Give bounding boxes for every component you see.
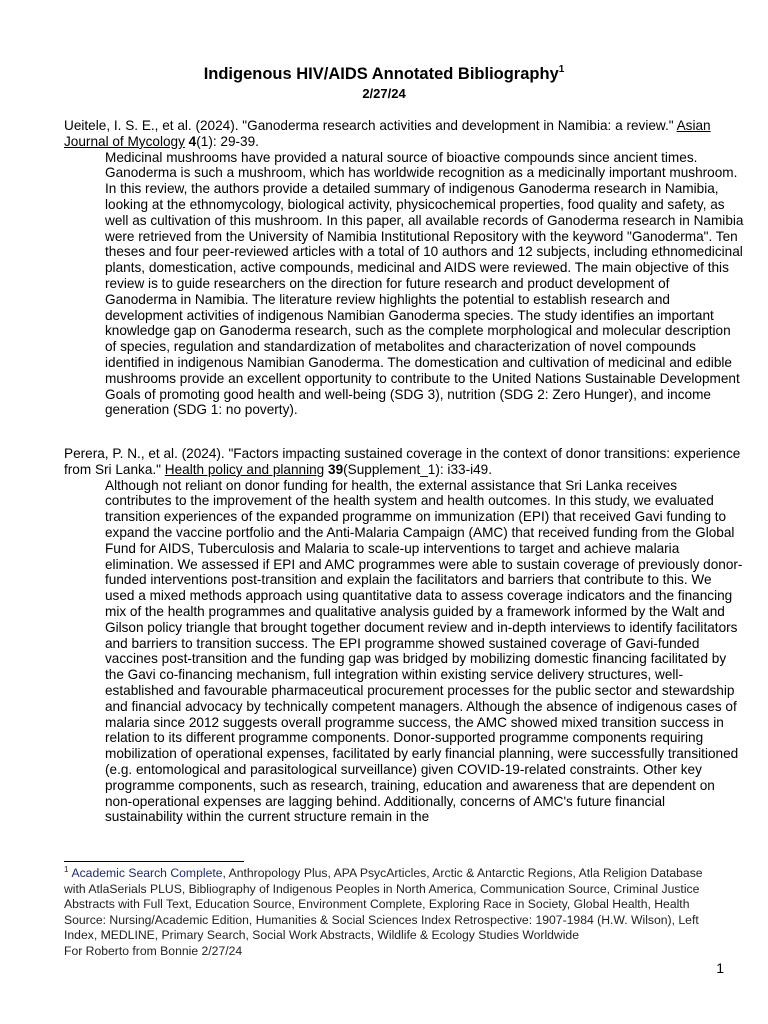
journal-issue-pages: (1): 29-39.	[196, 133, 259, 149]
citation-authors-title: Perera, P. N., et al. (2024). "Factors impacting sustained coverage in the context of donor transitions: experience from Sri Lanka."	[64, 446, 741, 477]
footnote-divider	[64, 861, 244, 862]
entry-abstract: Medicinal mushrooms have provided a natural source of bioactive compounds since ancient times. Ganoderma is such a mushroom, which has worldwide recognition as a medicinally important mushroom. In this review, the authors provide a detailed summary of indigenous Ganoderma research in Namibia, looking at the ethnomycology, biological activity, physicochemical properties, food quality and safety, as well as cultivation of this mushroom. In this paper, all available records of Ganoderma research in Namibia were retrieved from the University of Namibia Institutional Repository with the keyword "Ganoderma". Ten theses and four peer-reviewed articles with a total of 10 authors and 12 subjects, including ethnomedicinal plants, domestication, active compounds, medicinal and AIDS were reviewed. The main objective of this review is to guide researchers on the direction for future research and product development of Ganoderma in Namibia. The literature review highlights the potential to establish research and development activities of indigenous Namibian Ganoderma species. The study identifies an important knowledge gap on Ganoderma research, such as the complete morphological and molecular description of species, regulation and standardization of metabolites and characterization of novel compounds identified in indigenous Namibian Ganoderma. The domestication and cultivation of medicinal and edible mushrooms provide an excellent opportunity to contribute to the United Nations Sustainable Development Goals of promoting good health and well-being (SDG 3), nutrition (SDG 2: Zero Hunger), and income generation (SDG 1: no poverty).	[105, 149, 744, 418]
journal-link[interactable]: Health policy and planning	[164, 461, 325, 477]
footnote-database-list: , Anthropology Plus, APA PsycArticles, Arctic & Antarctic Regions, Atla Religion Database with AtlaSerials PLUS, Bibliography of Indigenous Peoples in North America, Communication Source, Criminal Justice Abstracts with Full Text, Education Source, Environment Complete, Exploring Race in Society, Global Health, Health Source: Nursing/Academic Edition, Humanities & Social Sciences Index Retrospective: 1907-1984 (H.W. Wilson), Left Index, MEDLINE, Primary Search, Social Work Abstracts, Wildlife & Ecology Studies Worldwide	[64, 866, 703, 943]
entry-citation	[64, 446, 744, 478]
entry-citation	[64, 118, 744, 150]
document-date: 2/27/24	[362, 86, 406, 101]
entry-abstract: Although not reliant on donor funding for health, the external assistance that Sri Lanka receives contributes to the improvement of the health system and health outcomes. In this study, we evaluated transition experiences of the expanded programme on immunization (EPI) that received Gavi funding to expand the vaccine portfolio and the Anti-Malaria Campaign (AMC) that received funding from the Global Fund for AIDS, Tuberculosis and Malaria to scale-up interventions to target and achieve malaria elimination. We assessed if EPI and AMC programmes were able to sustain coverage of previously donor-funded interventions post-transition and explain the facilitators and barriers that contribute to this. We used a mixed methods approach using quantitative data to assess coverage indicators and the financing mix of the health programmes and qualitative analysis guided by a framework informed by the Walt and Gilson policy triangle that brought together document review and in-depth interviews to identify facilitators and barriers to transition success. The EPI programme showed sustained coverage of Gavi-funded vaccines post-transition and the funding gap was bridged by mobilizing domestic financing facilitated by the Gavi co-financing mechanism, full integration within existing service delivery structures, well-established and favourable pharmaceutical procurement processes for the public sector and stewardship and financial advocacy by technically competent managers. Although the absence of indigenous cases of malaria since 2012 suggests overall programme success, the AMC showed mixed transition success in relation to its different programme components. Donor-supported programme components requiring mobilization of operational expenses, facilitated by early financial planning, were successfully transitioned (e.g. entomological and parasitological surveillance) given COVID-19-related constraints. Other key programme components, such as research, training, education and awareness that are dependent on non-operational expenses are lagging behind. Additionally, concerns of AMC's future financial sustainability within the current structure remain in the	[105, 477, 743, 825]
journal-volume: 4	[188, 133, 197, 149]
footnote	[64, 866, 724, 960]
document-title	[0, 64, 768, 84]
citation-authors-title: Ueitele, I. S. E., et al. (2024). "Ganoderma research activities and development in Namibia: a review."	[64, 118, 677, 133]
footnote-credit: For Roberto from Bonnie 2/27/24	[64, 943, 243, 958]
journal-volume: 39	[328, 461, 344, 477]
page-number: 1	[716, 960, 724, 976]
journal-issue-pages: (Supplement_1): i33-i49.	[343, 461, 493, 477]
bibliography-entry	[64, 118, 744, 418]
title-text: Indigenous HIV/AIDS Annotated Bibliography	[203, 65, 559, 83]
journal-link[interactable]: Asian Journal of Mycology	[64, 118, 711, 149]
footnote-marker: 1	[64, 865, 69, 874]
title-footnote-marker[interactable]: 1	[558, 64, 565, 75]
database-link[interactable]: Academic Search Complete	[71, 866, 223, 880]
bibliography-entry	[64, 446, 744, 825]
